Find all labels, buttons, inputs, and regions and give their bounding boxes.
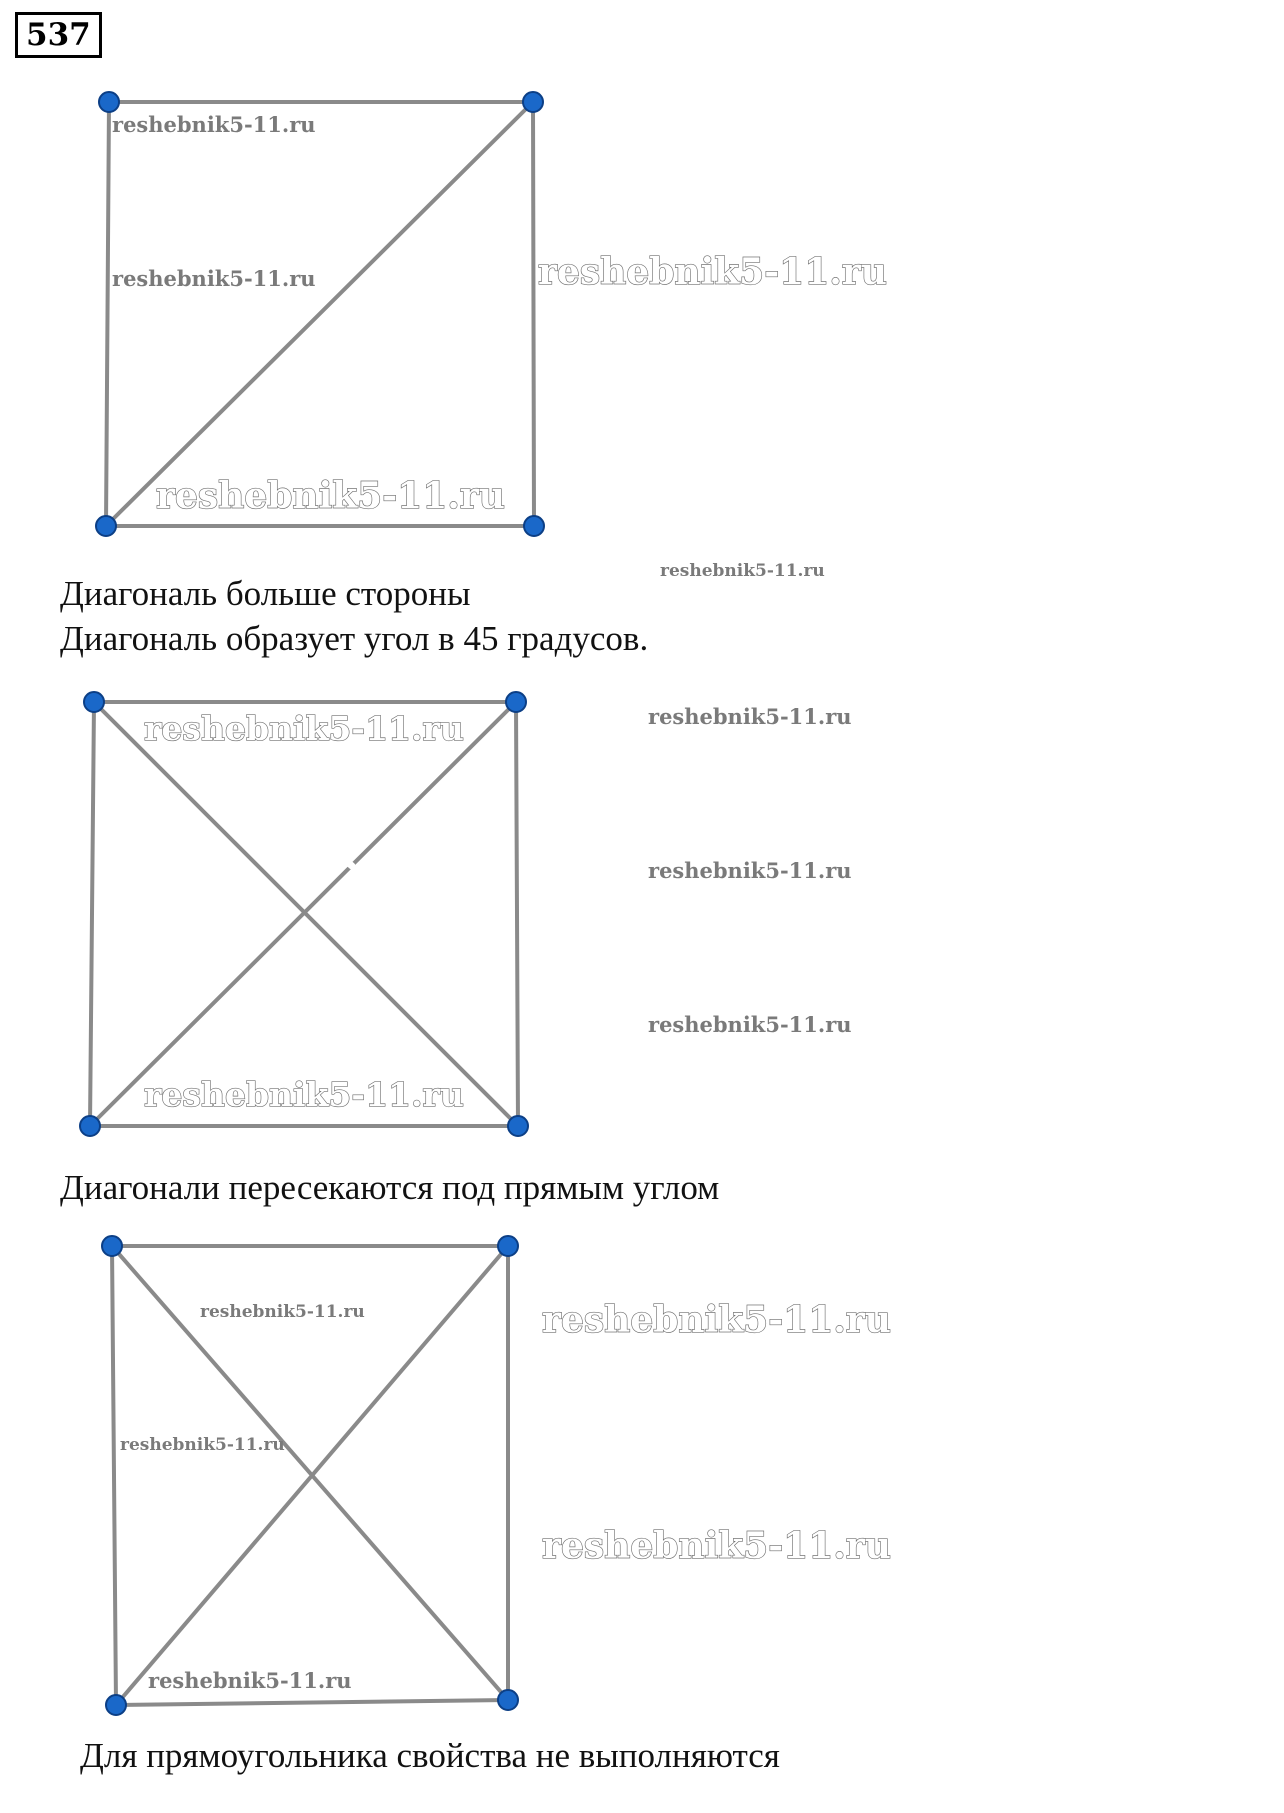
- figure-1-diagonal: [106, 102, 533, 526]
- figure-1-vertex-top-left: [99, 92, 119, 112]
- figure-3-edge-bottom: [116, 1700, 508, 1705]
- watermark: reshebnik5-11.ru: [200, 1302, 365, 1322]
- figure-2-edge-right: [516, 702, 518, 1126]
- watermark: reshebnik5-11.ru: [648, 704, 852, 729]
- watermark: reshebnik5-11.ru: [144, 1075, 464, 1114]
- watermark: reshebnik5-11.ru: [542, 1299, 891, 1341]
- figure-1-edge-left: [106, 102, 109, 526]
- figure-2-erased-fragment: [206, 806, 238, 838]
- watermark: reshebnik5-11.ru: [112, 112, 316, 137]
- figure-2-vertex-top-right: [506, 692, 526, 712]
- figure-3-rectangle: [102, 1236, 891, 1715]
- figure-3-caption-line-1: Для прямоугольника свойства не выполняются: [80, 1736, 780, 1775]
- figure-2-square: [80, 692, 852, 1136]
- watermark: reshebnik5-11.ru: [112, 266, 316, 291]
- figure-1-vertex-top-right: [523, 92, 543, 112]
- watermark: reshebnik5-11.ru: [156, 475, 505, 517]
- task-number-box: 537: [15, 12, 102, 58]
- watermark: reshebnik5-11.ru: [648, 858, 852, 883]
- figure-1-vertex-bottom-left: [96, 516, 116, 536]
- figure-3-vertex-bottom-right: [498, 1690, 518, 1710]
- watermark: reshebnik5-11.ru: [660, 561, 825, 581]
- figure-2-edge-left: [90, 702, 94, 1126]
- figure-3-edge-left: [112, 1246, 116, 1705]
- figure-3-vertex-top-right: [498, 1236, 518, 1256]
- watermark: reshebnik5-11.ru: [120, 1435, 285, 1455]
- figure-2-caption-line-1: Диагонали пересекаются под прямым углом: [60, 1168, 720, 1207]
- figure-2-vertex-top-left: [84, 692, 104, 712]
- figure-1-edge-right: [533, 102, 534, 526]
- watermark: reshebnik5-11.ru: [148, 1668, 352, 1693]
- figure-2-vertex-bottom-left: [80, 1116, 100, 1136]
- figure-2-vertex-bottom-right: [508, 1116, 528, 1136]
- figure-2-erased-fragment: [336, 852, 352, 866]
- watermark: reshebnik5-11.ru: [538, 251, 887, 293]
- figure-3-vertex-bottom-left: [106, 1695, 126, 1715]
- figure-3-vertex-top-left: [102, 1236, 122, 1256]
- watermark: reshebnik5-11.ru: [648, 1012, 852, 1037]
- figure-1-square: [96, 92, 887, 581]
- watermark: reshebnik5-11.ru: [542, 1525, 891, 1567]
- figure-1-caption-line-1: Диагональ больше стороны: [60, 574, 471, 613]
- watermark: reshebnik5-11.ru: [144, 709, 464, 748]
- figure-1-vertex-bottom-right: [524, 516, 544, 536]
- figure-1-caption-line-2: Диагональ образует угол в 45 градусов.: [60, 619, 649, 658]
